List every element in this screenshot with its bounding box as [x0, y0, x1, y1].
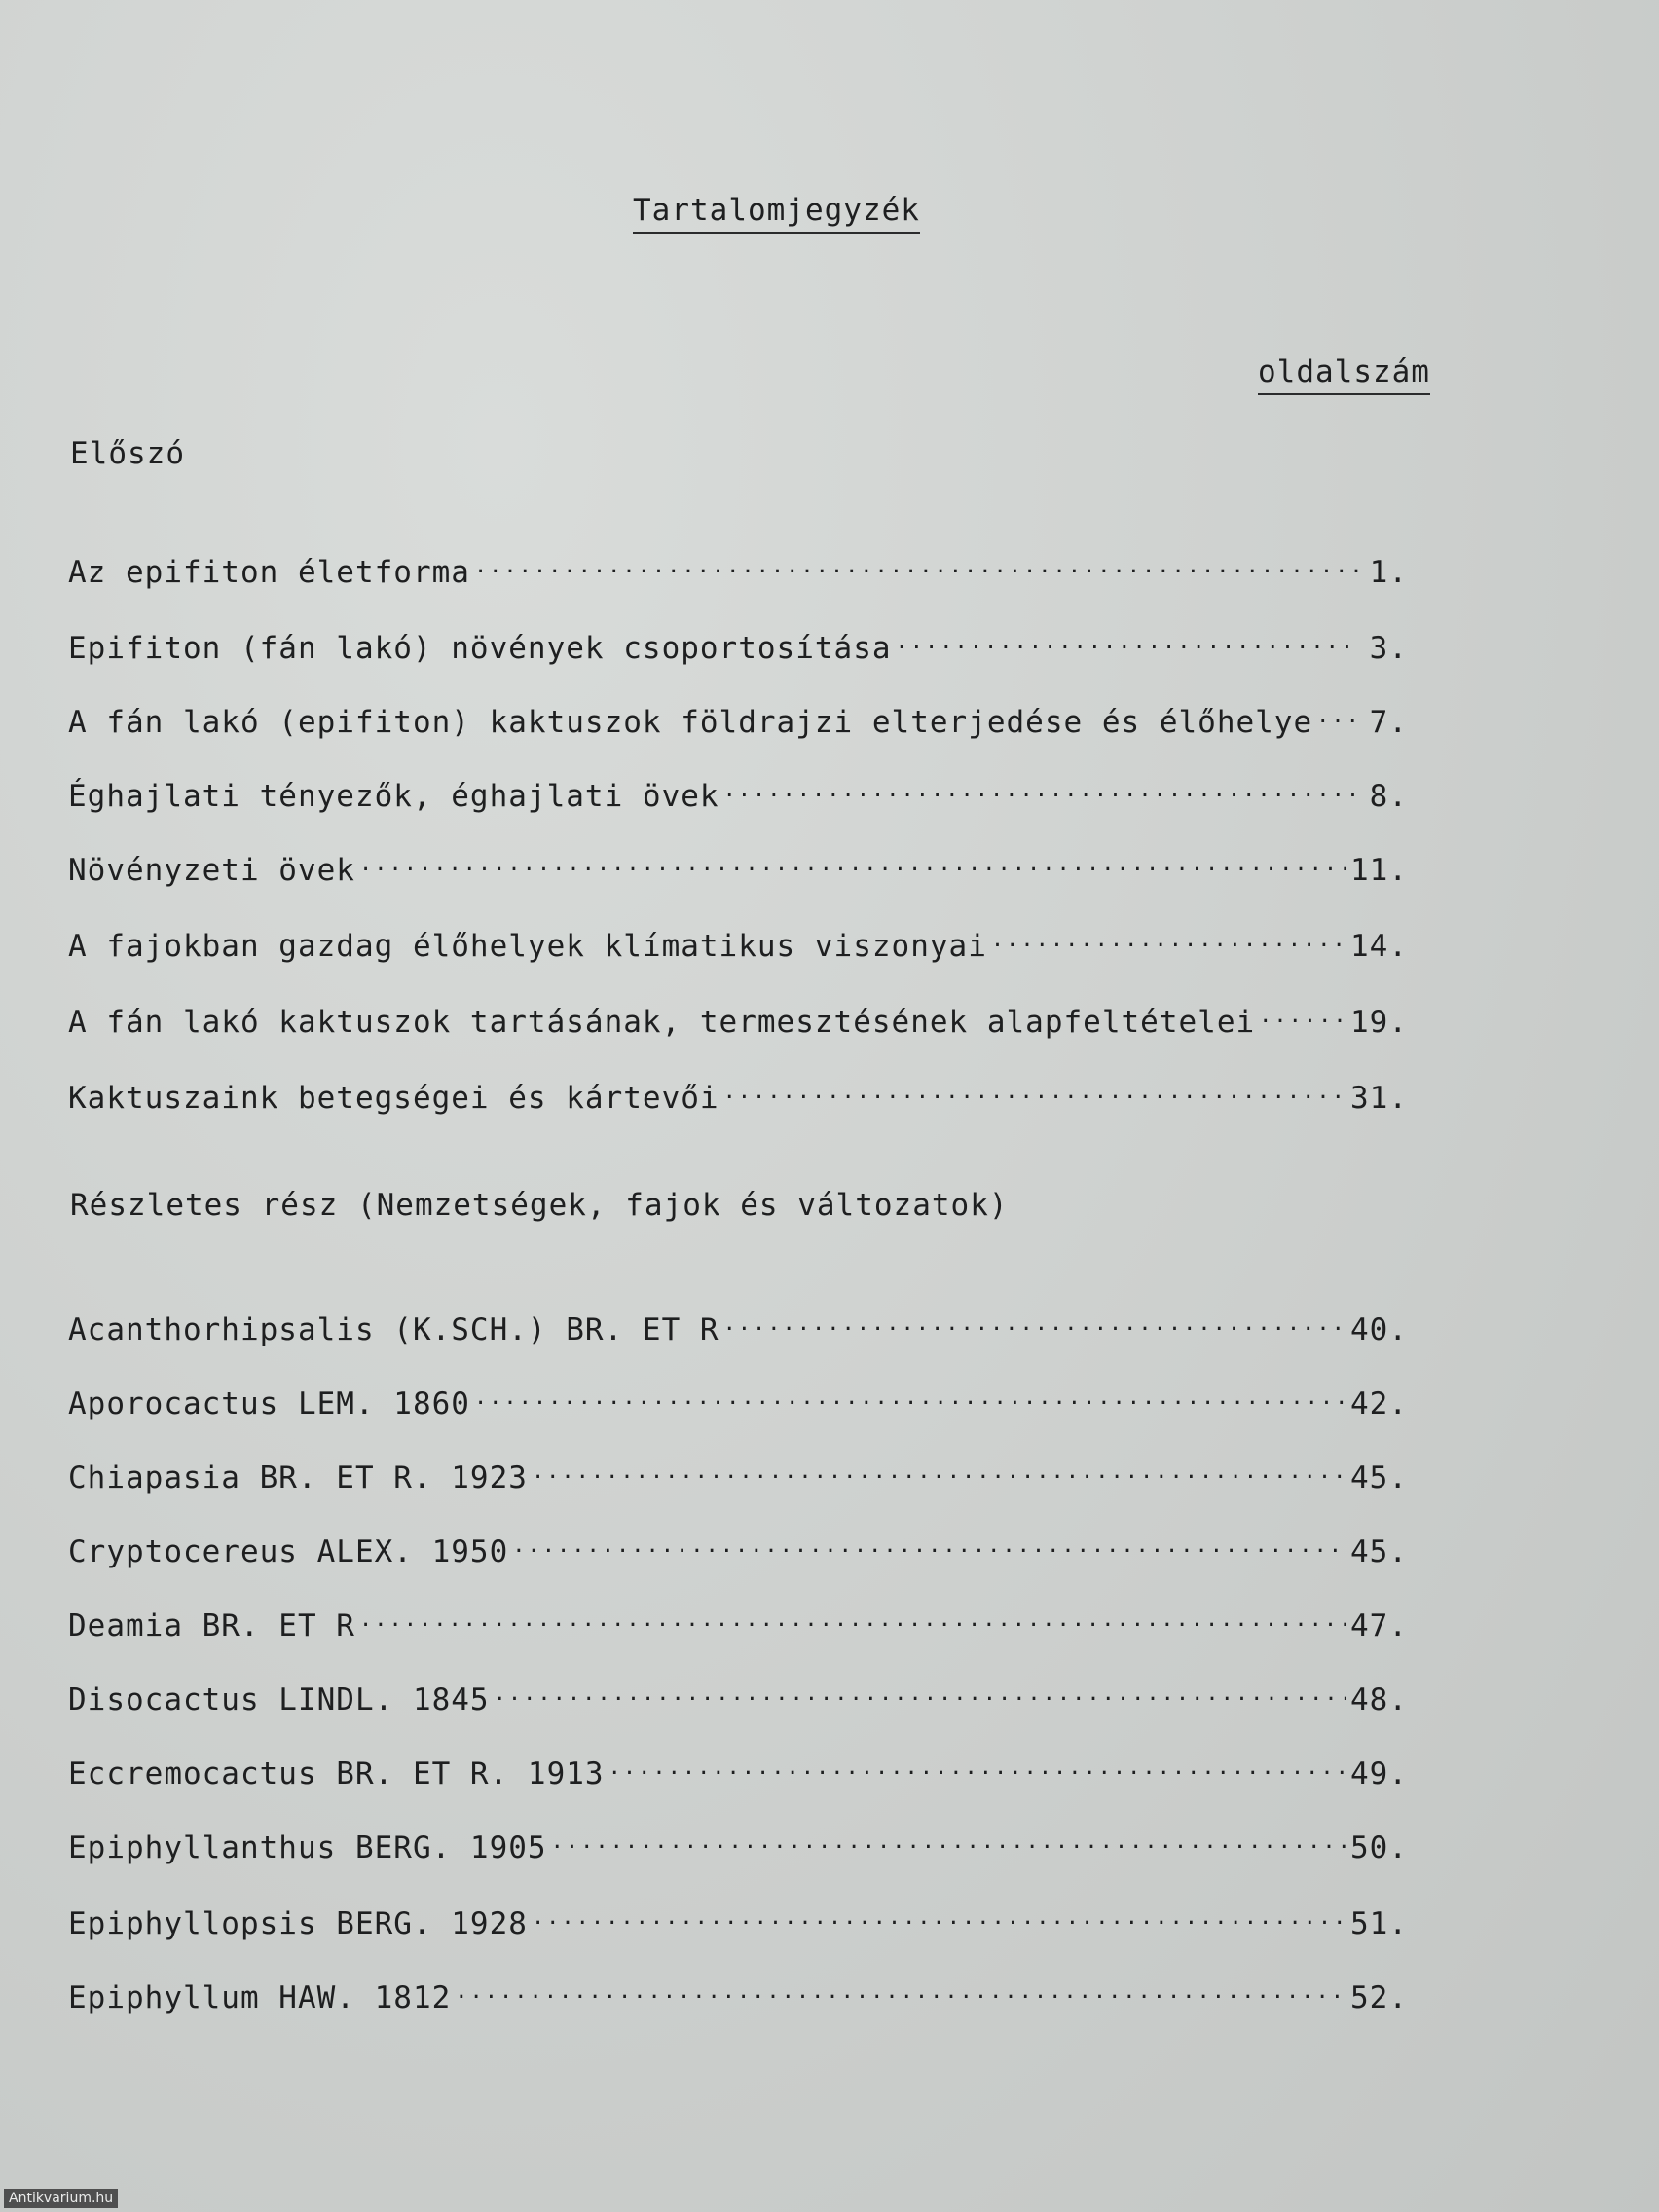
toc-page-number: 52. — [1350, 1980, 1408, 2015]
toc-page-number: 19. — [1350, 1005, 1408, 1040]
toc-row — [68, 1745, 1408, 1793]
toc-page-number: 45. — [1350, 1460, 1408, 1495]
page-number-column-header: oldalszám — [1258, 352, 1430, 395]
toc-page-number: 14. — [1350, 929, 1408, 964]
toc-entry-label: Deamia BR. ET R — [68, 1608, 355, 1643]
toc-page-number: 47. — [1350, 1608, 1408, 1643]
toc-dot-leader — [512, 1523, 1346, 1562]
toc-dot-leader — [359, 1597, 1346, 1636]
preface-label: Előszó — [70, 436, 185, 471]
toc-dot-leader — [1259, 993, 1346, 1032]
toc-entry-label: Növényzeti övek — [68, 853, 355, 888]
toc-entry-label: A fán lakó kaktuszok tartásának, termesztésének alapfeltételei — [68, 1005, 1256, 1040]
toc-page-number: 42. — [1350, 1386, 1408, 1421]
toc-row — [68, 993, 1408, 1042]
toc-entry-label: Epifiton (fán lakó) növények csoportosítása — [68, 631, 892, 666]
toc-page-number: 31. — [1350, 1081, 1408, 1116]
toc-entry-label: Disocactus LINDL. 1845 — [68, 1682, 490, 1717]
toc-entry-label: Cryptocereus ALEX. 1950 — [68, 1534, 509, 1569]
toc-page-number: 3. — [1369, 631, 1408, 666]
toc-entry-label: A fán lakó (epifiton) kaktuszok földrajzi elterjedése és élőhelye — [68, 705, 1313, 740]
toc-page-number: 45. — [1350, 1534, 1408, 1569]
toc-dot-leader — [1316, 693, 1359, 732]
watermark: Antikvarium.hu — [4, 2189, 118, 2208]
toc-page-number: 51. — [1350, 1906, 1408, 1941]
toc-entry-label: Epiphyllum HAW. 1812 — [68, 1980, 452, 2015]
toc-dot-leader — [532, 1895, 1346, 1934]
toc-entry-label: A fajokban gazdag élőhelyek klímatikus viszonyai — [68, 929, 987, 964]
toc-row — [68, 1819, 1408, 1867]
toc-entry-label: Acanthorhipsalis (K.SCH.) BR. ET R — [68, 1312, 719, 1347]
toc-page-number: 8. — [1369, 779, 1408, 814]
toc-entry-label: Epiphyllanthus BERG. 1905 — [68, 1830, 547, 1865]
toc-dot-leader — [474, 1375, 1346, 1414]
toc-row — [68, 543, 1408, 592]
toc-dot-leader — [494, 1671, 1346, 1710]
toc-entry-label: Eccremocactus BR. ET R. 1913 — [68, 1756, 605, 1791]
toc-row — [68, 1671, 1408, 1719]
toc-row — [68, 1969, 1408, 2017]
toc-entry-label: Kaktuszaink betegségei és kártevői — [68, 1081, 719, 1116]
toc-row — [68, 1523, 1408, 1571]
toc-entry-label: Chiapasia BR. ET R. 1923 — [68, 1460, 528, 1495]
toc-page-number: 11. — [1350, 853, 1408, 888]
toc-page-number: 48. — [1350, 1682, 1408, 1717]
toc-dot-leader — [896, 619, 1359, 658]
toc-row — [68, 1375, 1408, 1423]
toc-entry-label: Éghajlati tényezők, éghajlati övek — [68, 779, 719, 814]
toc-entry-label: Aporocactus LEM. 1860 — [68, 1386, 470, 1421]
toc-row — [68, 619, 1408, 668]
page-title: Tartalomjegyzék — [633, 191, 920, 234]
toc-row — [68, 1895, 1408, 1943]
toc-dot-leader — [474, 543, 1359, 582]
toc-dot-leader — [455, 1969, 1346, 2008]
toc-dot-leader — [551, 1819, 1346, 1858]
toc-page-number: 40. — [1350, 1312, 1408, 1347]
toc-dot-leader — [991, 917, 1346, 956]
toc-dot-leader — [608, 1745, 1346, 1784]
toc-row — [68, 693, 1408, 742]
toc-dot-leader — [532, 1449, 1346, 1488]
toc-row — [68, 1449, 1408, 1497]
toc-page-number: 1. — [1369, 555, 1408, 590]
detail-section-label: Részletes rész (Nemzetségek, fajok és változatok) — [70, 1188, 1009, 1223]
toc-row — [68, 841, 1408, 890]
toc-entry-label: Epiphyllopsis BERG. 1928 — [68, 1906, 528, 1941]
toc-row — [68, 1597, 1408, 1645]
toc-row — [68, 1069, 1408, 1118]
toc-row — [68, 917, 1408, 966]
toc-dot-leader — [723, 1301, 1346, 1340]
toc-row — [68, 767, 1408, 816]
toc-row — [68, 1301, 1408, 1349]
toc-page-number: 7. — [1369, 705, 1408, 740]
toc-page-number: 50. — [1350, 1830, 1408, 1865]
toc-page-number: 49. — [1350, 1756, 1408, 1791]
toc-dot-leader — [723, 767, 1359, 806]
toc-dot-leader — [723, 1069, 1346, 1108]
toc-dot-leader — [359, 841, 1346, 880]
toc-entry-label: Az epifiton életforma — [68, 555, 470, 590]
